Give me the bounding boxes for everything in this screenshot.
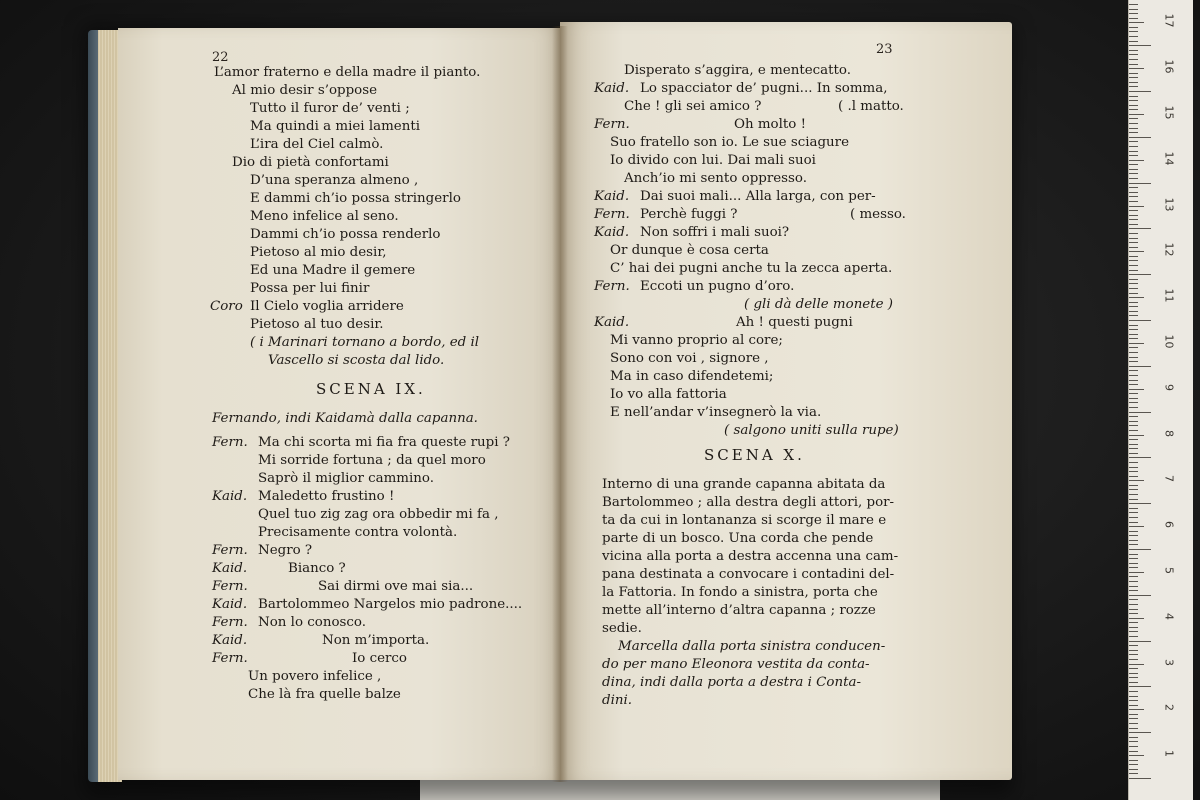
ruler-tick — [1129, 457, 1151, 458]
left-page-line: Bartolommeo Nargelos mio padrone.... — [258, 597, 523, 612]
left-page-line: Sai dirmi ove mai sia... — [318, 579, 474, 594]
right-page-line: ( messo. — [850, 207, 906, 222]
ruler-tick — [1129, 581, 1138, 582]
ruler-tick — [1129, 389, 1144, 390]
ruler-tick — [1129, 526, 1144, 527]
left-page-line: Kaid. — [212, 633, 248, 648]
right-page-line: Che ! gli sei amico ? — [624, 99, 762, 114]
ruler-tick — [1129, 737, 1138, 738]
ruler-tick — [1129, 641, 1151, 642]
ruler-tick — [1129, 489, 1138, 490]
right-page-line: Marcella dalla porta sinistra conducen- — [618, 639, 886, 654]
ruler-tick — [1129, 723, 1138, 724]
ruler-number: 13 — [1162, 197, 1176, 211]
ruler-tick — [1129, 59, 1138, 60]
ruler-tick — [1129, 618, 1144, 619]
right-page-line: Disperato s’aggira, e mentecatto. — [624, 63, 851, 78]
ruler-tick — [1129, 673, 1138, 674]
ruler-tick — [1129, 137, 1151, 138]
ruler-tick — [1129, 274, 1151, 275]
ruler-tick — [1129, 609, 1138, 610]
right-page-line: Kaid. — [594, 81, 630, 96]
measuring-ruler — [1128, 0, 1193, 800]
right-page-line: Bartolommeo ; alla destra degli attori, por- — [602, 495, 895, 510]
ruler-number: 6 — [1162, 521, 1176, 529]
ruler-tick — [1129, 219, 1138, 220]
ruler-tick — [1129, 508, 1138, 509]
right-page-line: Io vo alla fattoria — [610, 387, 727, 402]
left-page-line: Possa per lui finir — [250, 281, 370, 296]
ruler-tick — [1129, 73, 1138, 74]
left-page-line: Dammi ch’io possa renderlo — [250, 227, 441, 242]
ruler-tick — [1129, 499, 1138, 500]
left-page-line: Saprò il miglior cammino. — [258, 471, 434, 486]
right-page-line: Eccoti un pugno d’oro. — [640, 279, 795, 294]
ruler-number: 1 — [1162, 750, 1176, 758]
ruler-tick — [1129, 329, 1138, 330]
left-page-line: Non m’importa. — [322, 633, 430, 648]
ruler-tick — [1129, 407, 1138, 408]
ruler-tick — [1129, 613, 1138, 614]
right-page-line: Dai suoi mali... Alla larga, con per- — [640, 189, 876, 204]
ruler-tick — [1129, 755, 1144, 756]
ruler-tick — [1129, 192, 1138, 193]
ruler-tick — [1129, 412, 1151, 413]
ruler-tick — [1129, 297, 1144, 298]
ruler-tick — [1129, 380, 1138, 381]
ruler-tick — [1129, 283, 1138, 284]
ruler-tick — [1129, 31, 1138, 32]
ruler-tick — [1129, 366, 1151, 367]
ruler-tick — [1129, 439, 1138, 440]
ruler-tick — [1129, 714, 1138, 715]
ruler-tick — [1129, 36, 1138, 37]
right-page-line: Kaid. — [594, 189, 630, 204]
ruler-tick — [1129, 435, 1144, 436]
ruler-tick — [1129, 251, 1144, 252]
ruler-tick — [1129, 480, 1144, 481]
ruler-tick — [1129, 4, 1138, 5]
ruler-tick — [1129, 100, 1138, 101]
ruler-tick — [1129, 664, 1144, 665]
ruler-tick — [1129, 677, 1138, 678]
scene-heading-x: SCENA X. — [704, 446, 805, 464]
right-page-line: sedie. — [602, 621, 642, 636]
ruler-tick — [1129, 128, 1138, 129]
right-page-line: Oh molto ! — [734, 117, 806, 132]
ruler-tick — [1129, 728, 1138, 729]
ruler-tick — [1129, 654, 1138, 655]
ruler-tick — [1129, 544, 1138, 545]
ruler-tick — [1129, 622, 1138, 623]
right-page-line: Perchè fuggi ? — [640, 207, 738, 222]
ruler-tick — [1129, 315, 1138, 316]
ruler-tick — [1129, 238, 1138, 239]
left-page-line: Fernando, indi Kaidamà dalla capanna. — [212, 411, 478, 426]
ruler-tick — [1129, 41, 1138, 42]
ruler-tick — [1129, 746, 1138, 747]
ruler-tick — [1129, 22, 1144, 23]
ruler-tick — [1129, 160, 1144, 161]
ruler-tick — [1129, 444, 1138, 445]
ruler-tick — [1129, 293, 1138, 294]
ruler-tick — [1129, 109, 1138, 110]
ruler-tick — [1129, 631, 1138, 632]
ruler-tick — [1129, 68, 1144, 69]
ruler-tick — [1129, 50, 1138, 51]
right-page-line: E nell’andar v’insegnerò la via. — [610, 405, 822, 420]
right-page-line: Fern. — [594, 279, 630, 294]
ruler-number: 12 — [1162, 242, 1176, 257]
ruler-tick — [1129, 347, 1138, 348]
ruler-tick — [1129, 13, 1138, 14]
right-page-line: Sono con voi , signore , — [610, 351, 769, 366]
ruler-tick — [1129, 206, 1144, 207]
ruler-tick — [1129, 471, 1138, 472]
ruler-tick — [1129, 467, 1138, 468]
ruler-tick — [1129, 370, 1138, 371]
ruler-tick — [1129, 352, 1138, 353]
left-page-line: Coro — [210, 299, 243, 314]
ruler-tick — [1129, 517, 1138, 518]
ruler-tick — [1129, 196, 1138, 197]
ruler-tick — [1129, 173, 1138, 174]
right-page-line: do per mano Eleonora vestita da conta- — [602, 657, 870, 672]
ruler-tick — [1129, 448, 1138, 449]
ruler-tick — [1129, 210, 1138, 211]
left-page-line: Kaid. — [212, 561, 248, 576]
left-page-line: Fern. — [212, 435, 248, 450]
left-page-line: L’amor fraterno e della madre il pianto. — [214, 65, 481, 80]
ruler-tick — [1129, 416, 1138, 417]
page-number-right: 23 — [876, 42, 893, 57]
ruler-tick — [1129, 659, 1138, 660]
ruler-tick — [1129, 9, 1138, 10]
ruler-tick — [1129, 164, 1138, 165]
left-page-line: Fern. — [212, 651, 248, 666]
right-page-line: Fern. — [594, 117, 630, 132]
scene-heading-ix: SCENA IX. — [316, 380, 426, 398]
ruler-tick — [1129, 558, 1138, 559]
left-page-line: E dammi ch’io possa stringerlo — [250, 191, 461, 206]
ruler-tick — [1129, 549, 1151, 550]
left-page-line: Fern. — [212, 615, 248, 630]
ruler-tick — [1129, 494, 1138, 495]
ruler-tick — [1129, 224, 1138, 225]
ruler-tick — [1129, 146, 1138, 147]
ruler-number: 2 — [1162, 704, 1176, 712]
ruler-tick — [1129, 183, 1151, 184]
ruler-tick — [1129, 375, 1138, 376]
ruler-tick — [1129, 627, 1138, 628]
ruler-tick — [1129, 393, 1138, 394]
ruler-tick — [1129, 256, 1138, 257]
right-page-line: pana destinata a convocare i contadini del- — [602, 567, 895, 582]
ruler-tick — [1129, 96, 1138, 97]
ruler-tick — [1129, 118, 1138, 119]
ruler-tick — [1129, 325, 1138, 326]
ruler-tick — [1129, 320, 1151, 321]
right-page-line: dini. — [602, 693, 633, 708]
right-page-line: la Fattoria. In fondo a sinistra, porta che — [602, 585, 878, 600]
ruler-tick — [1129, 123, 1138, 124]
ruler-tick — [1129, 554, 1138, 555]
left-page-line: Al mio desir s’oppose — [232, 83, 378, 98]
ruler-tick — [1129, 215, 1138, 216]
ruler-tick — [1129, 522, 1138, 523]
left-page-line: Che là fra quelle balze — [248, 687, 401, 702]
ruler-tick — [1129, 512, 1138, 513]
ruler-tick — [1129, 242, 1138, 243]
right-page-line: Interno di una grande capanna abitata da — [602, 477, 886, 492]
ruler-tick — [1129, 769, 1138, 770]
ruler-tick — [1129, 334, 1138, 335]
right-page-line: dina, indi dalla porta a destra i Conta- — [602, 675, 861, 690]
right-page-line: Kaid. — [594, 225, 630, 240]
ruler-tick — [1129, 279, 1138, 280]
right-page-line: Kaid. — [594, 315, 630, 330]
ruler-tick — [1129, 18, 1138, 19]
ruler-tick — [1129, 778, 1151, 779]
ruler-tick — [1129, 91, 1151, 92]
left-page-line: Ma chi scorta mi fia fra queste rupi ? — [258, 435, 510, 450]
ruler-number: 15 — [1162, 105, 1176, 120]
ruler-tick — [1129, 54, 1138, 55]
ruler-tick — [1129, 343, 1144, 344]
book-gutter — [552, 26, 568, 782]
ruler-tick — [1129, 155, 1138, 156]
ruler-tick — [1129, 535, 1138, 536]
left-page-line: ( i Marinari tornano a bordo, ed il — [250, 335, 480, 350]
left-page-line: Pietoso al mio desir, — [250, 245, 387, 260]
left-page-line: Non lo conosco. — [258, 615, 366, 630]
ruler-number: 17 — [1162, 13, 1176, 28]
left-page-line: Quel tuo zig zag ora obbedir mi fa , — [258, 507, 499, 522]
ruler-tick — [1129, 398, 1138, 399]
ruler-tick — [1129, 696, 1138, 697]
ruler-tick — [1129, 86, 1138, 87]
ruler-tick — [1129, 718, 1138, 719]
ruler-tick — [1129, 636, 1138, 637]
ruler-tick — [1129, 169, 1138, 170]
ruler-tick — [1129, 311, 1138, 312]
right-page-line: Ah ! questi pugni — [736, 315, 853, 330]
right-page-line: C’ hai dei pugni anche tu la zecca aperta. — [610, 261, 893, 276]
ruler-tick — [1129, 82, 1138, 83]
left-page-line: Kaid. — [212, 597, 248, 612]
ruler-tick — [1129, 302, 1138, 303]
left-page-line: Kaid. — [212, 489, 248, 504]
ruler-tick — [1129, 586, 1138, 587]
left-page-line: Ed una Madre il gemere — [250, 263, 416, 278]
ruler-tick — [1129, 572, 1144, 573]
ruler-tick — [1129, 700, 1138, 701]
right-page-line: ( gli dà delle monete ) — [744, 297, 894, 312]
left-page-line: Fern. — [212, 543, 248, 558]
left-page-line: Precisamente contra volontà. — [258, 525, 458, 540]
ruler-tick — [1129, 77, 1138, 78]
ruler-tick — [1129, 462, 1138, 463]
right-page-line: Or dunque è cosa certa — [610, 243, 769, 258]
ruler-tick — [1129, 760, 1138, 761]
ruler-tick — [1129, 531, 1138, 532]
left-page-line: Mi sorride fortuna ; da quel moro — [258, 453, 486, 468]
left-page-line: Negro ? — [258, 543, 313, 558]
ruler-tick — [1129, 709, 1144, 710]
right-page-line: mette all’interno d’altra capanna ; rozze — [602, 603, 876, 618]
ruler-number: 9 — [1162, 383, 1176, 391]
ruler-tick — [1129, 288, 1138, 289]
ruler-tick — [1129, 576, 1138, 577]
right-page-line: Fern. — [594, 207, 630, 222]
right-page-line: ( .l matto. — [838, 99, 904, 114]
left-page-line: Dio di pietà confortami — [232, 155, 389, 170]
ruler-number: 3 — [1162, 658, 1176, 666]
ruler-tick — [1129, 563, 1138, 564]
ruler-tick — [1129, 178, 1138, 179]
ruler-tick — [1129, 260, 1138, 261]
ruler-tick — [1129, 114, 1144, 115]
ruler-tick — [1129, 105, 1138, 106]
ruler-tick — [1129, 201, 1138, 202]
right-page-line: Ma in caso difendetemi; — [610, 369, 774, 384]
ruler-tick — [1129, 705, 1138, 706]
right-page-line: Anch’io mi sento oppresso. — [624, 171, 807, 186]
ruler-tick — [1129, 686, 1151, 687]
ruler-number: 14 — [1162, 151, 1176, 166]
ruler-tick — [1129, 270, 1138, 271]
page-number-left: 22 — [212, 50, 229, 65]
ruler-tick — [1129, 503, 1151, 504]
left-page-line: Tutto il furor de’ venti ; — [250, 101, 410, 116]
ruler-tick — [1129, 64, 1138, 65]
ruler-tick — [1129, 645, 1138, 646]
ruler-tick — [1129, 265, 1138, 266]
ruler-tick — [1129, 668, 1138, 669]
ruler-tick — [1129, 485, 1138, 486]
ruler-tick — [1129, 590, 1138, 591]
left-page-line: Maledetto frustino ! — [258, 489, 395, 504]
ruler-tick — [1129, 228, 1151, 229]
left-page-line: Io cerco — [352, 651, 407, 666]
ruler-tick — [1129, 421, 1138, 422]
left-page-line: Vascello si scosta dal lido. — [268, 353, 445, 368]
ruler-tick — [1129, 338, 1138, 339]
ruler-tick — [1129, 151, 1138, 152]
left-page-line: Meno infelice al seno. — [250, 209, 399, 224]
ruler-tick — [1129, 567, 1138, 568]
ruler-tick — [1129, 361, 1138, 362]
right-page-line: Non soffri i mali suoi? — [640, 225, 790, 240]
ruler-number: 8 — [1162, 429, 1176, 437]
ruler-tick — [1129, 384, 1138, 385]
ruler-tick — [1129, 27, 1138, 28]
left-page-line: L’ira del Ciel calmò. — [250, 137, 384, 152]
ruler-tick — [1129, 141, 1138, 142]
right-page-line: ( salgono uniti sulla rupe) — [724, 423, 899, 438]
ruler-number: 4 — [1162, 612, 1176, 620]
ruler-tick — [1129, 306, 1138, 307]
ruler-tick — [1129, 45, 1151, 46]
ruler-tick — [1129, 233, 1138, 234]
left-page-line: Pietoso al tuo desir. — [250, 317, 384, 332]
left-page-line: Il Cielo voglia arridere — [250, 299, 404, 314]
ruler-tick — [1129, 430, 1138, 431]
left-page-line: Bianco ? — [288, 561, 346, 576]
ruler-tick — [1129, 402, 1138, 403]
right-page-line: parte di un bosco. Una corda che pende — [602, 531, 874, 546]
ruler-tick — [1129, 540, 1138, 541]
left-page-line: Un povero infelice , — [248, 669, 382, 684]
ruler-tick — [1129, 691, 1138, 692]
ruler-tick — [1129, 132, 1138, 133]
ruler-number: 10 — [1162, 334, 1176, 349]
ruler-tick — [1129, 357, 1138, 358]
ruler-tick — [1129, 773, 1138, 774]
right-page-line: Io divido con lui. Dai mali suoi — [610, 153, 816, 168]
right-page-line: Lo spacciator de’ pugni... In somma, — [640, 81, 888, 96]
ruler-tick — [1129, 650, 1138, 651]
ruler-tick — [1129, 425, 1138, 426]
left-page-line: Fern. — [212, 579, 248, 594]
ruler-tick — [1129, 599, 1138, 600]
ruler-tick — [1129, 682, 1138, 683]
ruler-tick — [1129, 751, 1138, 752]
right-page-line: ta da cui in lontananza si scorge il mare e — [602, 513, 887, 528]
ruler-tick — [1129, 247, 1138, 248]
right-page-line: Suo fratello son io. Le sue sciagure — [610, 135, 849, 150]
ruler-tick — [1129, 595, 1151, 596]
ruler-tick — [1129, 764, 1138, 765]
right-page-line: Mi vanno proprio al core; — [610, 333, 783, 348]
left-page-line: Ma quindi a miei lamenti — [250, 119, 421, 134]
ruler-number: 16 — [1162, 59, 1176, 74]
ruler-tick — [1129, 741, 1138, 742]
left-page-line: D’una speranza almeno , — [250, 173, 419, 188]
ruler-number: 5 — [1162, 566, 1176, 574]
ruler-number: 7 — [1162, 475, 1176, 483]
ruler-number: 11 — [1162, 288, 1176, 303]
right-page-line: vicina alla porta a destra accenna una cam- — [602, 549, 899, 564]
ruler-tick — [1129, 453, 1138, 454]
ruler-tick — [1129, 604, 1138, 605]
ruler-tick — [1129, 476, 1138, 477]
ruler-tick — [1129, 732, 1151, 733]
ruler-tick — [1129, 187, 1138, 188]
